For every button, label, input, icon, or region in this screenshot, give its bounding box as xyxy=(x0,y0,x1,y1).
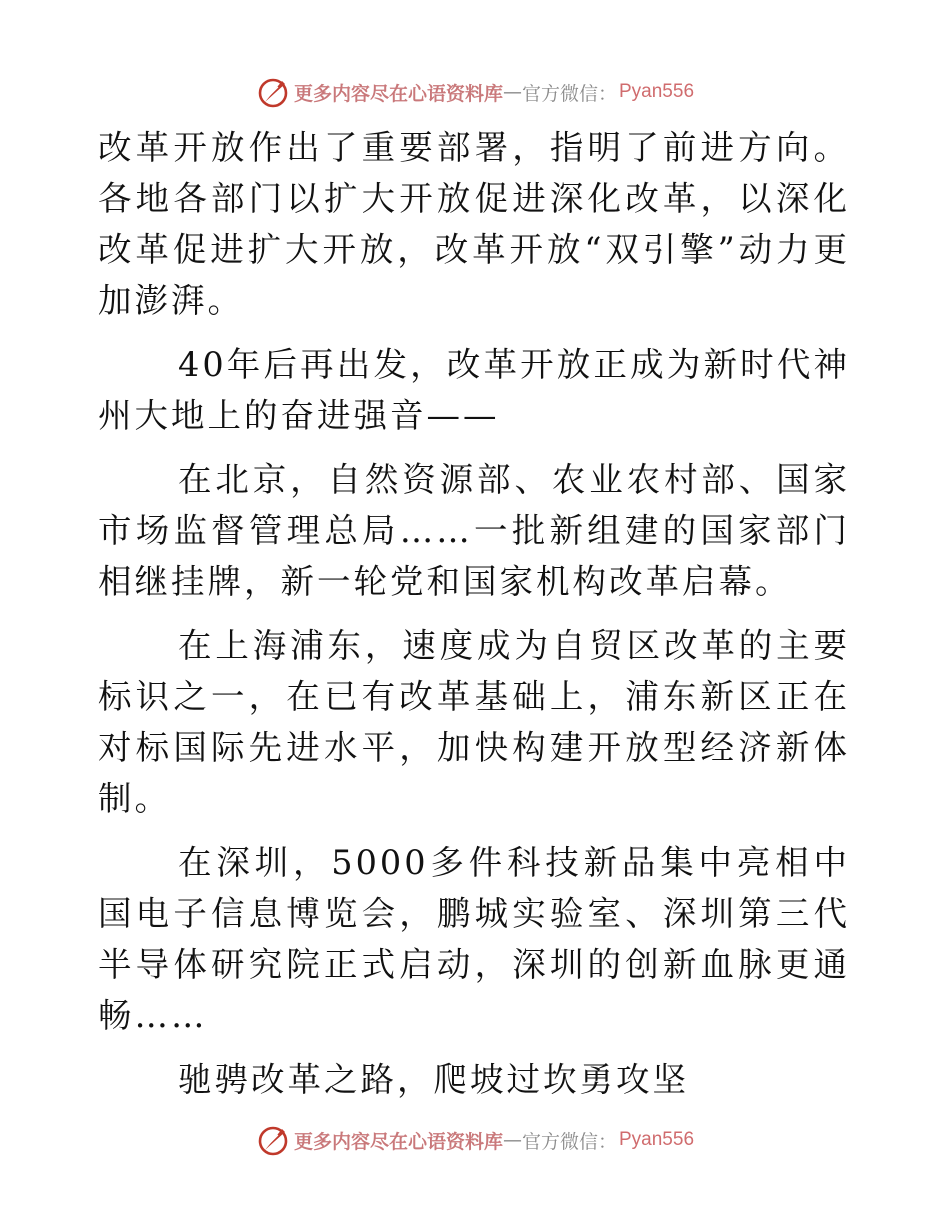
page-footer-watermark xyxy=(0,1120,950,1160)
paragraph-5: 在深圳，5000多件科技新品集中亮相中国电子信息博览会，鹏城实验室、深圳第三代半导体研究院正式启动，深圳的创新血脉更通畅…… xyxy=(98,843,850,1035)
paragraph-2: 40年后再出发，改革开放正成为新时代神州大地上的奋进强音—— xyxy=(98,345,850,435)
watermark-separator: — xyxy=(502,1129,522,1151)
paragraph-4: 在上海浦东，速度成为自贸区改革的主要标识之一，在已有改革基础上，浦东新区正在对标国际先进水平，加快构建开放型经济新体制。 xyxy=(98,626,850,818)
paragraph-3: 在北京，自然资源部、农业农村部、国家市场监督管理总局……一批新组建的国家部门相继挂牌，新一轮党和国家机构改革启幕。 xyxy=(98,460,850,601)
paragraph-1: 改革开放作出了重要部署，指明了前进方向。各地各部门以扩大开放促进深化改革，以深化改革促进扩大开放，改革开放“双引擎”动力更加澎湃。 xyxy=(98,128,850,320)
feather-circle-logo-icon xyxy=(256,1123,290,1157)
watermark-text: 更多内容尽在心语资料库 xyxy=(293,1130,503,1153)
watermark-wechat-label: 官方微信： xyxy=(521,1130,617,1153)
section-heading: 驰骋改革之路，爬坡过坎勇攻坚 xyxy=(178,1060,689,1099)
watermark-wechat-id: Pyan556 xyxy=(619,81,695,102)
page-header-watermark xyxy=(0,72,950,112)
watermark-wechat-id: Pyan556 xyxy=(619,1129,695,1150)
watermark-text: 更多内容尽在心语资料库 xyxy=(293,82,503,105)
watermark-separator: — xyxy=(502,81,522,103)
feather-circle-logo-icon xyxy=(256,75,290,109)
document-body xyxy=(98,122,850,1118)
watermark-wechat-label: 官方微信： xyxy=(521,82,617,105)
